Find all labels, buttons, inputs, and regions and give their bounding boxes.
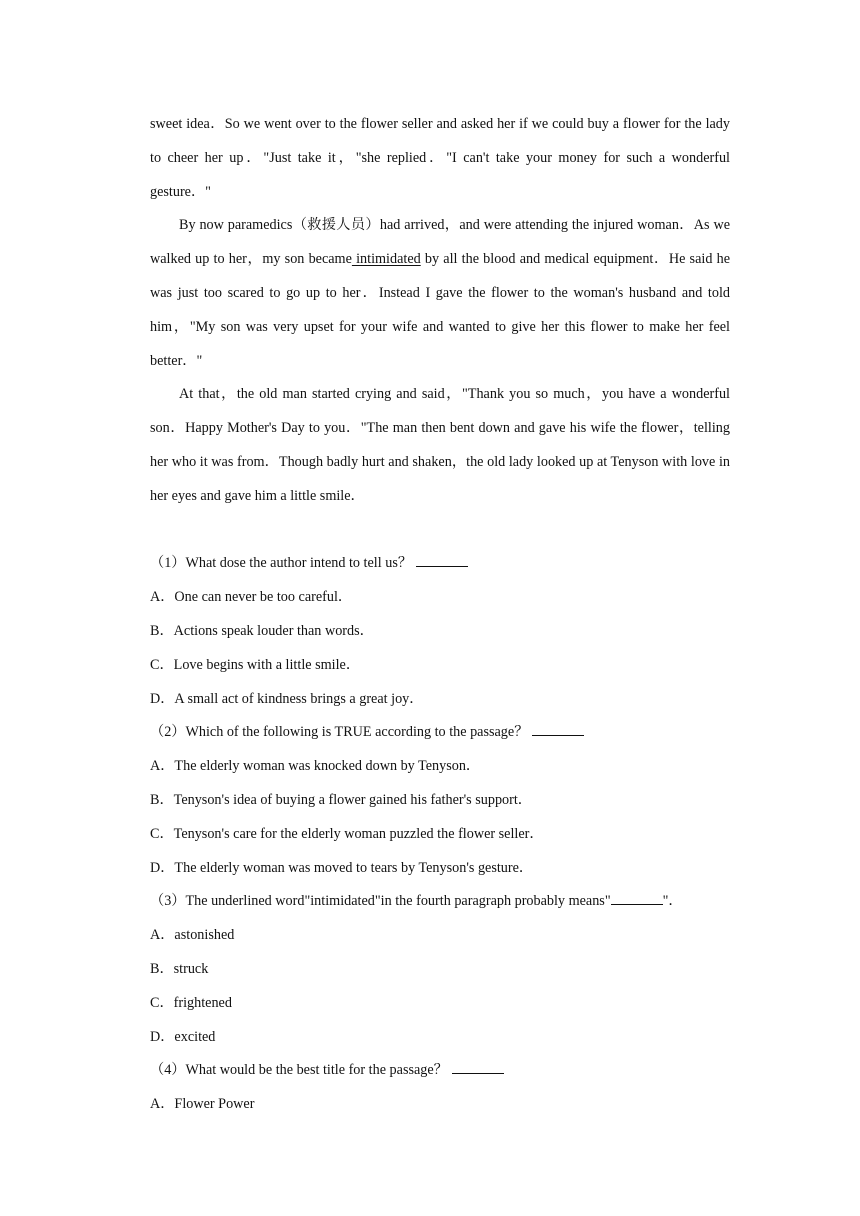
question-stem: （2）Which of the following is TRUE according to the passage？ (150, 716, 730, 750)
passage-paragraph-5: At that，the old man started crying and said，"Thank you so much，you have a wonderful son．Happy Mother's Day to you．"The man then bent down and gave his wife the flower，telling her who it was from．Though badly hurt and shaken，the old lady looked up at Tenyson with love in her eyes and gave him a little smile． (150, 386, 730, 504)
passage-paragraph-3-end: sweet idea．So we went over to the flower seller and asked her if we could buy a flower for the lady to cheer her up．"Just take it，"she replied．"I can't take your money for such a wonderful gesture．" (150, 116, 730, 200)
option-c: C．Tenyson's care for the elderly woman puzzled the flower seller． (150, 825, 544, 842)
question-stem: （3）The underlined word"intimidated"in the fourth paragraph probably means" "． (150, 893, 683, 910)
option-a: A．The elderly woman was knocked down by Tenyson． (150, 758, 481, 775)
option-b: B．struck (150, 960, 209, 977)
question-4 (150, 1054, 730, 1122)
option-b: B．Tenyson's idea of buying a flower gained his father's support． (150, 791, 532, 808)
option-d: D．excited (150, 1028, 216, 1045)
question-3 (150, 885, 730, 1054)
answer-blank[interactable] (416, 565, 468, 567)
option-d: D．The elderly woman was moved to tears by Tenyson's gesture． (150, 859, 534, 876)
question-stem: （1）What dose the author intend to tell us？ (150, 547, 730, 581)
spacer (150, 514, 730, 548)
question-2 (150, 716, 730, 885)
option-c: C．Love begins with a little smile． (150, 656, 361, 673)
paragraph-text: By now paramedics（救援人员）had arrived，and were attending the injured woman．As we walked up to her，my son became (150, 217, 730, 268)
option-c: C．frightened (150, 994, 232, 1011)
option-a: A．One can never be too careful． (150, 589, 353, 606)
answer-blank[interactable] (452, 1072, 504, 1074)
question-1 (150, 547, 730, 716)
option-b: B．Actions speak louder than words． (150, 622, 374, 639)
option-a: A．Flower Power (150, 1096, 255, 1113)
question-stem: （4）What would be the best title for the passage？ (150, 1054, 730, 1088)
option-d: D．A small act of kindness brings a great joy． (150, 690, 424, 707)
option-a: A．astonished (150, 927, 235, 944)
paragraph-text: by all the blood and medical equipment．He said he was just too scared to go up to her．Instead I gave the flower to the woman's husband and told him，"My son was very upset for your wife and wanted to give her this flower to make her feel better．" (150, 251, 730, 369)
answer-blank[interactable] (611, 903, 663, 905)
underlined-word: intimidated (351, 251, 421, 268)
document-page (150, 108, 730, 1122)
passage-paragraph-4 (150, 209, 730, 378)
answer-blank[interactable] (532, 734, 584, 736)
